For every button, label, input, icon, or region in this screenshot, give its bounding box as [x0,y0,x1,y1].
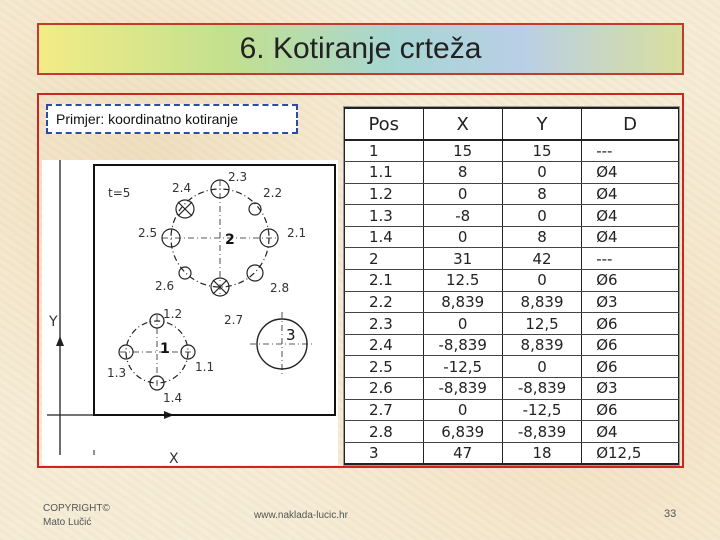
table-row [345,356,679,378]
cell-d: Ø6 [582,313,679,335]
header-pos: Pos [345,108,424,140]
header-d: D [582,108,679,140]
cell-x: -8,839 [423,334,502,356]
cell-pos: 1 [345,140,424,162]
cell-pos: 1.4 [345,226,424,248]
page-number: 33 [664,508,677,520]
cell-x: 0 [423,313,502,335]
cell-d: --- [582,248,679,270]
cell-pos: 2.7 [345,399,424,421]
table-row [345,334,679,356]
label-1-1: 1.1 [195,360,215,374]
copyright-line-1: COPYRIGHT© [43,503,110,514]
cell-y: 42 [502,248,581,270]
subtitle-box: Primjer: koordinatno kotiranje [46,104,298,134]
cell-x: 12.5 [423,270,502,292]
hole-group-1 [119,314,195,390]
cell-d: Ø4 [582,205,679,227]
cell-d: Ø12,5 [582,442,679,464]
table-row [345,313,679,335]
cell-d: Ø4 [582,421,679,443]
cell-x: 47 [423,442,502,464]
label-3: 3 [286,326,296,344]
label-2-4: 2.4 [172,181,192,195]
cell-x: 6,839 [423,421,502,443]
cell-x: 0 [423,399,502,421]
header-y: Y [502,108,581,140]
cell-y: 8,839 [502,334,581,356]
label-2-6: 2.6 [155,279,175,293]
cell-d: Ø4 [582,226,679,248]
cell-d: Ø4 [582,162,679,184]
footer-website: www.naklada-lucic.hr [254,510,348,521]
cell-x: 31 [423,248,502,270]
cell-x: 15 [423,140,502,162]
table-row [345,270,679,292]
table-header-row [345,108,679,140]
cell-d: Ø3 [582,291,679,313]
cell-x: -8,839 [423,378,502,400]
label-2-3: 2.3 [228,170,248,184]
cell-pos: 2.2 [345,291,424,313]
label-2-5: 2.5 [138,226,158,240]
coordinate-table [344,107,679,465]
cell-pos: 1.3 [345,205,424,227]
cell-x: -12,5 [423,356,502,378]
label-2: 2 [225,232,235,248]
copyright-line-2: Mato Lučić [43,517,92,528]
table-row [345,226,679,248]
cell-d: Ø3 [582,378,679,400]
cell-y: 18 [502,442,581,464]
label-1-4: 1.4 [163,391,183,405]
y-axis-arrow [56,336,64,346]
cell-x: -8 [423,205,502,227]
cell-pos: 2.6 [345,378,424,400]
cell-d: Ø6 [582,334,679,356]
hole-group-2 [162,180,278,296]
cell-y: 8,839 [502,291,581,313]
y-axis-label: Y [49,314,58,330]
drawing-svg [42,160,338,465]
cell-y: -8,839 [502,378,581,400]
table-row [345,162,679,184]
cell-pos: 3 [345,442,424,464]
cell-pos: 2.3 [345,313,424,335]
hole-3 [250,312,314,376]
cell-d: Ø6 [582,270,679,292]
header-x: X [423,108,502,140]
cell-x: 8,839 [423,291,502,313]
cell-x: 0 [423,183,502,205]
cell-y: 0 [502,270,581,292]
cell-y: 0 [502,356,581,378]
footer-copyright [43,502,110,530]
cell-x: 0 [423,226,502,248]
cell-y: 15 [502,140,581,162]
label-2-2: 2.2 [263,186,283,200]
table-row [345,421,679,443]
label-1-3: 1.3 [107,366,127,380]
cell-y: 0 [502,205,581,227]
cell-d: --- [582,140,679,162]
table-row [345,291,679,313]
cell-y: 8 [502,183,581,205]
cell-pos: 2.8 [345,421,424,443]
cell-y: -8,839 [502,421,581,443]
table-row [345,248,679,270]
table-row [345,140,679,162]
cell-pos: 2.5 [345,356,424,378]
table-body [345,140,679,464]
title-bar [37,23,684,75]
cell-pos: 2.4 [345,334,424,356]
cell-x: 8 [423,162,502,184]
table-row [345,378,679,400]
coordinate-table-wrap [343,106,680,466]
plate-outline [94,165,335,415]
cell-d: Ø6 [582,356,679,378]
technical-drawing [42,160,338,465]
cell-y: 12,5 [502,313,581,335]
table-row [345,442,679,464]
label-2-1: 2.1 [287,226,307,240]
cell-y: 0 [502,162,581,184]
label-2-8: 2.8 [270,281,290,295]
cell-pos: 1.2 [345,183,424,205]
table-row [345,399,679,421]
cell-d: Ø6 [582,399,679,421]
label-1-2: 1.2 [163,307,183,321]
thickness-label: t=5 [108,186,131,200]
cell-y: 8 [502,226,581,248]
slide-title: 6. Kotiranje crteža [239,32,482,65]
cell-pos: 2.1 [345,270,424,292]
cell-pos: 2 [345,248,424,270]
label-1: 1 [160,341,170,357]
table-row [345,183,679,205]
cell-y: -12,5 [502,399,581,421]
x-axis-label: X [169,451,179,465]
table-row [345,205,679,227]
cell-pos: 1.1 [345,162,424,184]
label-2-7: 2.7 [224,313,244,327]
cell-d: Ø4 [582,183,679,205]
